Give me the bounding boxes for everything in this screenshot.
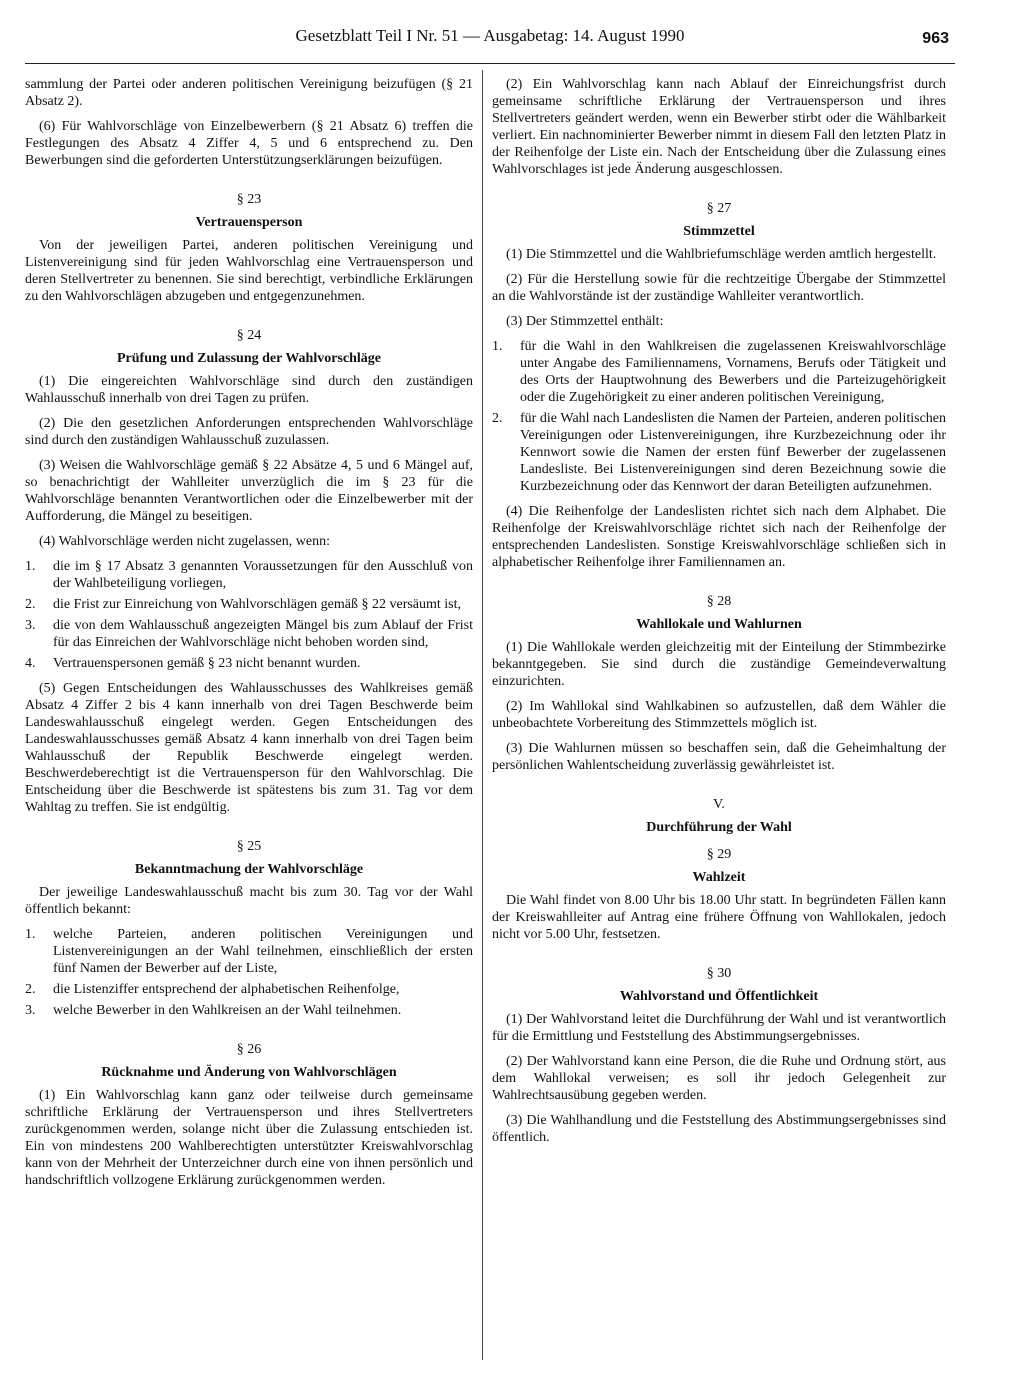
column-divider <box>482 70 483 1360</box>
section-28-paragraph-3: (3) Die Wahlurnen müssen so beschaffen sein, daß die Geheimhaltung der persönlichen Wahlentscheidung zuverlässig gewährleistet ist. <box>492 741 946 773</box>
section-23-title: Vertrauensperson <box>195 215 303 230</box>
part-5-number: V. <box>713 797 725 812</box>
right-column <box>492 76 946 1154</box>
section-24-paragraph-3: (3) Weisen die Wahlvorschläge gemäß § 22 Absätze 4, 5 und 6 Mängel auf, so benachrichtigt der Wahlleiter unverzüglich die im § 23 für die Wahlvorschläge benannten Verantwortlichen oder die Einzelbewerber mit der Aufforderung, die Mängel zu beseitigen. <box>25 458 473 524</box>
section-24-list <box>25 558 473 672</box>
header-title: Gesetzblatt Teil I Nr. 51 — Ausgabetag: 14. August 1990 <box>295 26 685 45</box>
section-27-list <box>492 338 946 495</box>
page-header <box>25 16 955 46</box>
section-25-paragraph: Der jeweilige Landeswahlausschuß macht bis zum 30. Tag vor der Wahl öffentlich bekannt: <box>25 885 473 917</box>
section-27-paragraph-1: (1) Die Stimmzettel und die Wahlbriefumschläge werden amtlich hergestellt. <box>506 247 937 262</box>
list-item: 1. für die Wahl in den Wahlkreisen die zugelassenen Kreiswahlvorschläge unter Angabe des Familiennamens, Vornamens, Berufs oder Tätigkeit und des Orts der Hauptwohnung des Bewerbers und die Parteizugehörigkeit oder die Zugehörigkeit zu einer anderen politischen Vereinigung, <box>492 339 946 405</box>
section-25-number: § 25 <box>236 839 262 854</box>
section-23-paragraph: Von der jeweiligen Partei, anderen politischen Vereinigung und Listenvereinigung sind für jeden Wahlvorschlag eine Vertrauensperson und deren Stellvertreter zu benennen. Sie sind berechtigt, verbindliche Erklärungen zu den Wahlvorschlägen abzugeben und entgegenzunehmen. <box>25 238 473 304</box>
section-24-number: § 24 <box>236 328 262 343</box>
section-26-number: § 26 <box>236 1042 262 1057</box>
paragraph-6: (6) Für Wahlvorschläge von Einzelbewerbern (§ 21 Absatz 6) treffen die Festlegungen des Absatz 4 Ziffer 4, 5 und 6 entsprechend zu. Den Bewerbungen sind die geforderten Unterstützungserklärungen beizufügen. <box>25 119 473 168</box>
section-29-title: Wahlzeit <box>692 870 746 885</box>
section-26-paragraph-2: (2) Ein Wahlvorschlag kann nach Ablauf der Einreichungsfrist durch gemeinsame schriftliche Erklärung der Vertrauensperson und ihres Stellvertreters geändert werden, wenn ein Bewerber stirbt oder die Wählbarkeit verliert. Ein nachnominierter Bewerber nimmt in diesem Fall den letzten Platz in der Reihenfolge der Liste ein. Nach der Entscheidung über die Zulassung eines Wahlvorschlages ist jede Änderung ausgeschlossen. <box>492 77 946 177</box>
section-24-paragraph-4: (4) Wahlvorschläge werden nicht zugelassen, wenn: <box>39 534 330 549</box>
list-item: 3. welche Bewerber in den Wahlkreisen an der Wahl teilnehmen. <box>25 1003 402 1018</box>
list-item: 2. für die Wahl nach Landeslisten die Namen der Parteien, anderen politischen Vereinigungen oder Listenvereinigungen, ihre Kurzbezeichnung oder ihr Kennwort sowie die Namen der ersten fünf Bewerber der zugelassenen Landesliste. Bei Listenvereinigungen sind deren Bezeichnung sowie die Kurzbezeichnung oder das Kennwort der daran Beteiligten aufzunehmen. <box>492 411 946 494</box>
list-item: 3. die von dem Wahlausschuß angezeigten Mängel bis zum Ablauf der Frist für das Einreichen der Wahlvorschläge nicht behoben worden sind, <box>25 618 473 650</box>
section-29-paragraph: Die Wahl findet von 8.00 Uhr bis 18.00 Uhr statt. In begründeten Fällen kann der Kreiswahlleiter auf Antrag eine frühere Öffnung von Wahllokalen, jedoch nicht vor 5.00 Uhr, festsetzen. <box>492 893 946 942</box>
list-item: 2. die Frist zur Einreichung von Wahlvorschlägen gemäß § 22 versäumt ist, <box>25 597 462 612</box>
section-27-paragraph-3: (3) Der Stimmzettel enthält: <box>506 314 664 329</box>
section-28-paragraph-2: (2) Im Wahllokal sind Wahlkabinen so aufzustellen, daß dem Wähler die unbeobachtete Vorbereitung des Stimmzettels möglich ist. <box>492 699 946 731</box>
section-28-paragraph-1: (1) Die Wahllokale werden gleichzeitig mit der Einteilung der Stimmbezirke bekanntgegeben. Sie sind durch die zuständige Gemeindeverwaltung einzurichten. <box>492 640 946 689</box>
list-item: 1. welche Parteien, anderen politischen Vereinigungen und Listenvereinigungen an der Wahl teilnehmen, einschließlich der ersten fünf Namen der Bewerber auf der Liste, <box>25 927 473 976</box>
section-25-list <box>25 926 473 1019</box>
intro-paragraph: sammlung der Partei oder anderen politischen Vereinigung beizufügen (§ 21 Absatz 2). <box>25 77 473 109</box>
section-24-paragraph-2: (2) Die den gesetzlichen Anforderungen entsprechenden Wahlvorschläge sind durch den zuständigen Wahlausschuß zuzulassen. <box>25 416 473 448</box>
section-29-number: § 29 <box>706 847 732 862</box>
section-26-paragraph-1: (1) Ein Wahlvorschlag kann ganz oder teilweise durch gemeinsame schriftliche Erklärung der Vertrauensperson und ihres Stellvertreters zurückgenommen werden, solange nicht über die Zulassung entschieden ist. Ein von mindestens 200 Wahlberechtigten unterstützter Kreiswahlvorschlag kann von der Mehrheit der Unterzeichner durch eine von ihnen persönlich und handschriftlich vollzogene Erklärung zurückgenommen werden. <box>25 1088 473 1188</box>
section-30-title: Wahlvorstand und Öffentlichkeit <box>619 989 819 1004</box>
left-column <box>25 76 473 1197</box>
section-27-title: Stimmzettel <box>683 224 755 239</box>
section-25-title: Bekanntmachung der Wahlvorschläge <box>134 862 364 877</box>
section-23-number: § 23 <box>236 192 262 207</box>
section-24-paragraph-1: (1) Die eingereichten Wahlvorschläge sind durch den zuständigen Wahlausschuß innerhalb von drei Tagen zu prüfen. <box>25 374 473 406</box>
section-27-paragraph-2: (2) Für die Herstellung sowie für die rechtzeitige Übergabe der Stimmzettel an die Wahlvorstände ist der zuständige Wahlleiter verantwortlich. <box>492 272 946 304</box>
section-26-title: Rücknahme und Änderung von Wahlvorschlägen <box>101 1065 397 1080</box>
section-27-paragraph-4: (4) Die Reihenfolge der Landeslisten richtet sich nach dem Alphabet. Die Reihenfolge der Kreiswahlvorschläge richtet sich nach der Reihenfolge der entsprechenden Landeslisten. Sonstige Kreiswahlvorschläge schließen sich in alphabetischer Reihenfolge ihrer Familiennamen an. <box>492 504 946 570</box>
section-24-paragraph-5: (5) Gegen Entscheidungen des Wahlausschusses des Wahlkreises gemäß Absatz 4 Ziffer 2 bis 4 kann innerhalb von drei Tagen Beschwerde beim Landeswahlausschuß eingelegt werden. Gegen Entscheidungen des Landeswahlausschusses gemäß Absatz 4 kann innerhalb von drei Tagen beim Wahlausschuß der Republik Beschwerde eingelegt werden. Beschwerdeberechtigt ist die Vertrauensperson für den Wahlvorschlag. Die Entscheidung über die Beschwerde ist spätestens bis zum 31. Tag vor dem Wahltag zu treffen. Sie ist endgültig. <box>25 681 473 815</box>
section-28-number: § 28 <box>706 594 732 609</box>
list-item: 4. Vertrauenspersonen gemäß § 23 nicht benannt wurden. <box>25 656 361 671</box>
section-24-title: Prüfung und Zulassung der Wahlvorschläge <box>116 351 381 366</box>
section-28-title: Wahllokale und Wahlurnen <box>636 617 802 632</box>
list-item: 1. die im § 17 Absatz 3 genannten Voraussetzungen für den Ausschluß von der Wahlbeteiligung vorliegen, <box>25 559 473 591</box>
section-27-number: § 27 <box>706 201 732 216</box>
page-number: 963 <box>922 30 949 47</box>
header-rule <box>25 63 955 64</box>
part-5-title: Durchführung der Wahl <box>646 820 792 835</box>
section-30-paragraph-2: (2) Der Wahlvorstand kann eine Person, die die Ruhe und Ordnung stört, aus dem Wahllokal verweisen; es soll ihr jedoch Gelegenheit zur Wahlrechtsausübung gegeben werden. <box>492 1054 946 1103</box>
list-item: 2. die Listenziffer entsprechend der alphabetischen Reihenfolge, <box>25 982 400 997</box>
section-30-paragraph-1: (1) Der Wahlvorstand leitet die Durchführung der Wahl und ist verantwortlich für die Ermittlung und Feststellung des Abstimmungsergebnisses. <box>492 1012 946 1044</box>
section-30-number: § 30 <box>706 966 732 981</box>
section-30-paragraph-3: (3) Die Wahlhandlung und die Feststellung des Abstimmungsergebnisses sind öffentlich. <box>492 1113 946 1145</box>
